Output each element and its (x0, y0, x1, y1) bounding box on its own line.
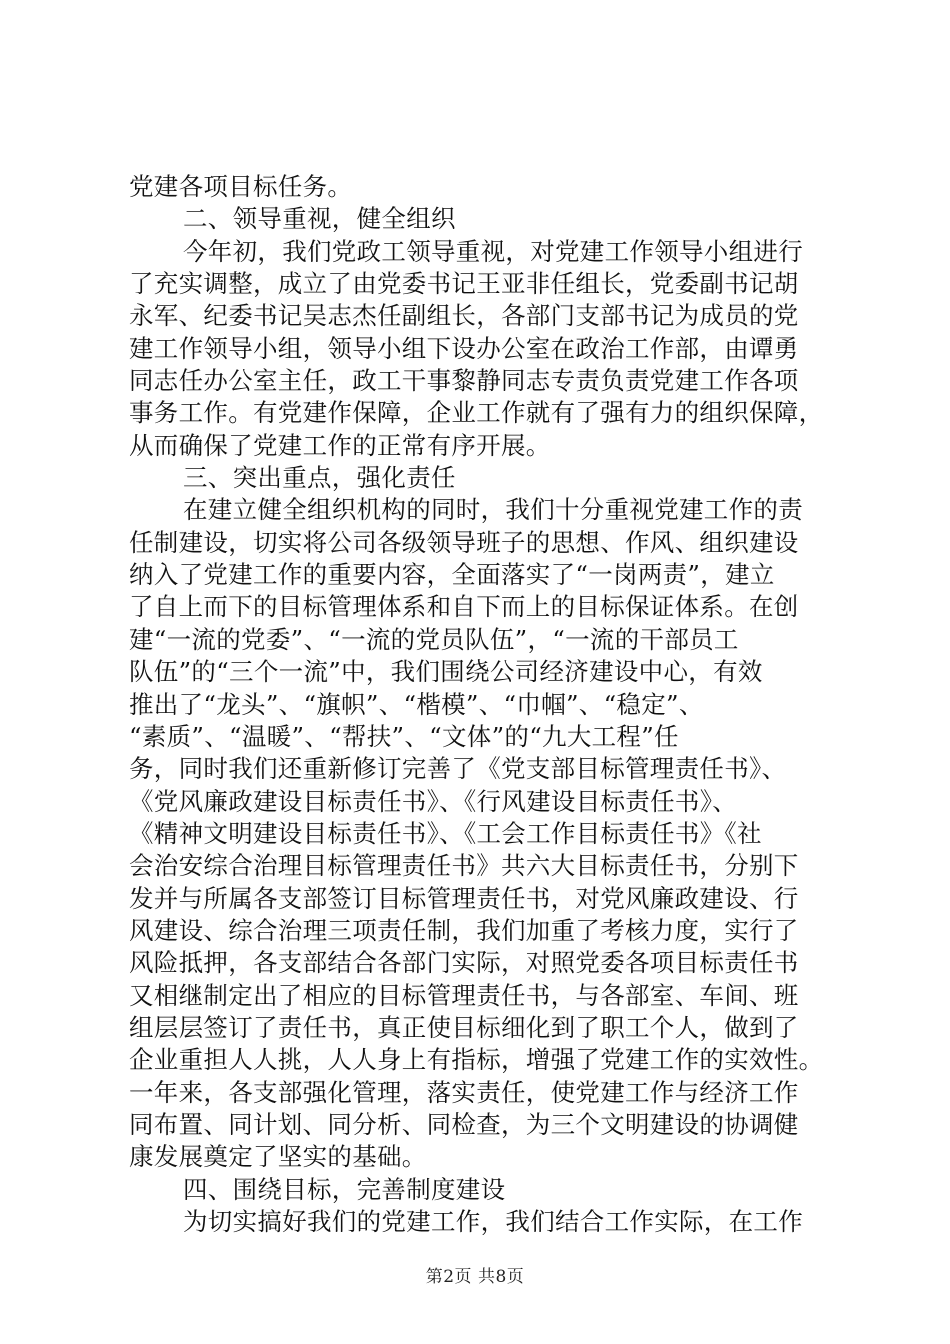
paragraph-line: 建工作领导小组，领导小组下设办公室在政治工作部，由谭勇 (129, 333, 799, 363)
paragraph-line: 了充实调整，成立了由党委书记王亚非任组长，党委副书记胡 (129, 269, 799, 299)
paragraph-line: 风建设、综合治理三项责任制，我们加重了考核力度，实行了 (129, 915, 799, 945)
paragraph-line: “素质”、“温暖”、“帮扶”、“文体”的“九大工程”任 (129, 721, 679, 751)
paragraph-first-line: 在建立健全组织机构的同时，我们十分重视党建工作的责 (183, 495, 803, 525)
paragraph-line: 又相继制定出了相应的目标管理责任书，与各部室、车间、班 (129, 980, 799, 1010)
paragraph-line: 永军、纪委书记吴志杰任副组长，各部门支部书记为成员的党 (129, 301, 799, 331)
paragraph-line: 《党风廉政建设目标责任书》、《行风建设目标责任书》、 (129, 786, 738, 816)
paragraph-line: 会治安综合治理目标管理责任书》共六大目标责任书，分别下 (129, 851, 799, 881)
paragraph-line: 党建各项目标任务。 (129, 172, 353, 201)
paragraph-line: 从而确保了党建工作的正常有序开展。 (129, 430, 551, 460)
paragraph-line: 同志任办公室主任，政工干事黎静同志专责负责党建工作各项 (129, 366, 799, 396)
paragraph-line: 康发展奠定了坚实的基础。 (129, 1142, 427, 1172)
paragraph-line: 了自上而下的目标管理体系和自下而上的目标保证体系。在创 (129, 592, 799, 622)
paragraph-line: 任制建设，切实将公司各级领导班子的思想、作风、组织建设 (129, 527, 799, 557)
section-heading: 二、领导重视，健全组织 (183, 204, 456, 234)
paragraph-line: 一年来，各支部强化管理，落实责任，使党建工作与经济工作 (129, 1077, 799, 1107)
paragraph-first-line: 为切实搞好我们的党建工作，我们结合工作实际，在工作 (183, 1207, 803, 1236)
paragraph-line: 发并与所属各支部签订目标管理责任书，对党风廉政建设、行 (129, 883, 799, 913)
section-heading: 四、围绕目标，完善制度建设 (183, 1174, 506, 1204)
page-footer: 第2页 共8页 (425, 1267, 525, 1287)
paragraph-line: 同布置、同计划、同分析、同检查，为三个文明建设的协调健 (129, 1109, 799, 1139)
paragraph-line: 事务工作。有党建作保障，企业工作就有了强有力的组织保障， (129, 398, 824, 428)
paragraph-line: 务，同时我们还重新修订完善了《党支部目标管理责任书》、 (129, 754, 787, 784)
section-heading: 三、突出重点，强化责任 (183, 463, 456, 493)
document-body (129, 171, 834, 1238)
paragraph-first-line: 今年初，我们党政工领导重视，对党建工作领导小组进行 (183, 236, 803, 266)
paragraph-line: 建“一流的党委”、“一流的党员队伍”，“一流的干部员工 (129, 624, 739, 654)
paragraph-line: 企业重担人人挑，人人身上有指标，增强了党建工作的实效性。 (129, 1045, 824, 1075)
paragraph-line: 组层层签订了责任书，真正使目标细化到了职工个人，做到了 (129, 1012, 799, 1042)
paragraph-line: 推出了“龙头”、“旗帜”、“楷模”、“巾帼”、“稳定”、 (129, 689, 704, 719)
paragraph-line: 风险抵押，各支部结合各部门实际，对照党委各项目标责任书 (129, 948, 799, 978)
paragraph-line: 《精神文明建设目标责任书》、《工会工作目标责任书》《社 (129, 818, 762, 848)
paragraph-line: 纳入了党建工作的重要内容，全面落实了“一岗两责”，建立 (129, 560, 775, 590)
paragraph-line: 队伍”的“三个一流”中，我们围绕公司经济建设中心，有效 (129, 657, 763, 687)
